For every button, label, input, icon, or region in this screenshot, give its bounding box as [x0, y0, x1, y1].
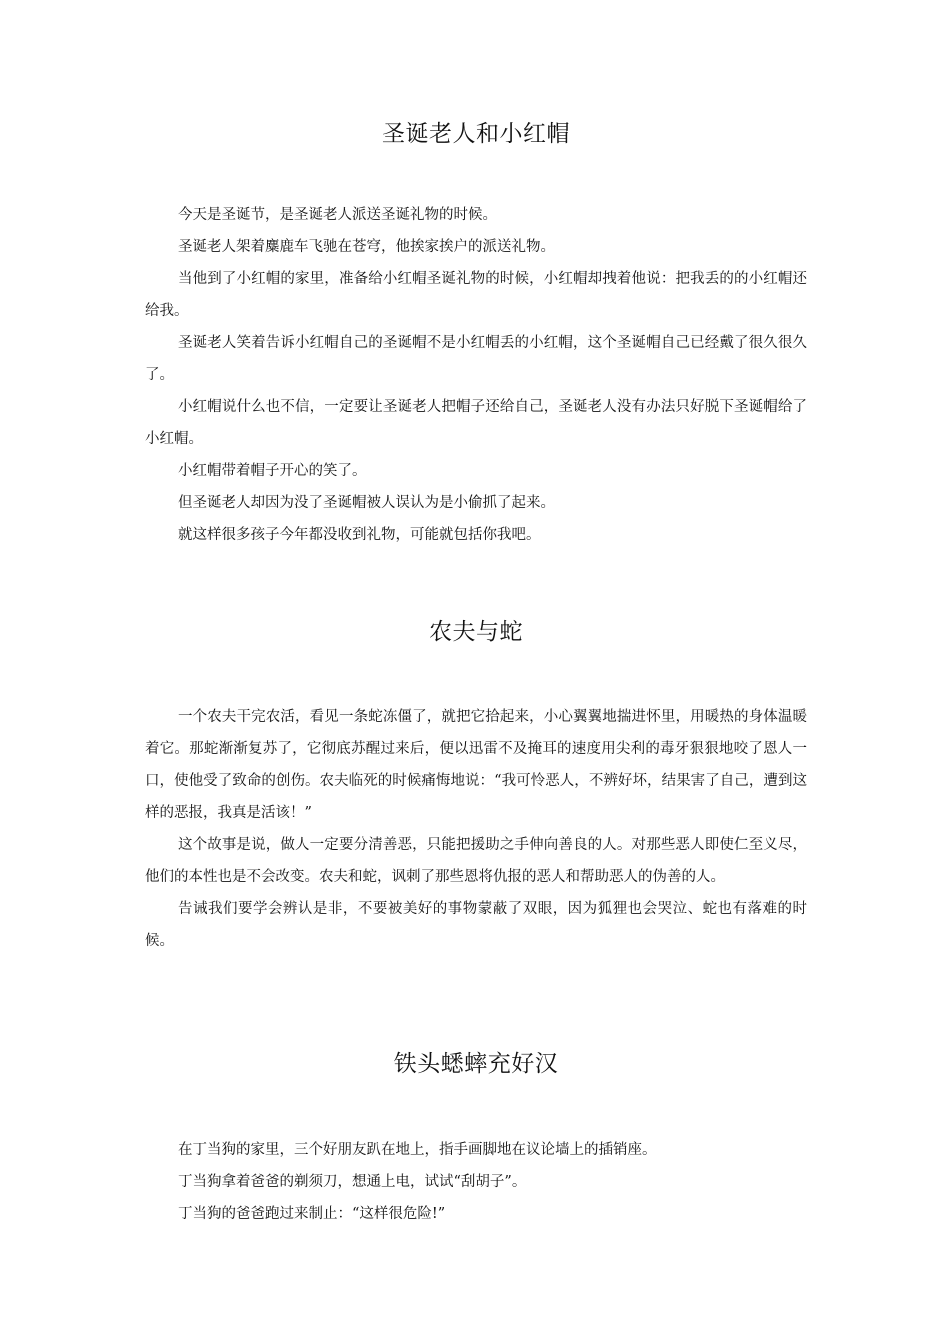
story-title: 圣诞老人和小红帽 — [382, 121, 570, 147]
paragraph: 当他到了小红帽的家里，准备给小红帽圣诞礼物的时候，小红帽却拽着他说：把我丢的的小红帽还给我。 — [145, 271, 807, 319]
paragraph: 今天是圣诞节，是圣诞老人派送圣诞礼物的时候。 — [178, 207, 497, 223]
paragraph: 这个故事是说，做人一定要分清善恶，只能把援助之手伸向善良的人。对那些恶人即使仁至义尽，他们的本性也是不会改变。农夫和蛇，讽刺了那些恩将仇报的恶人和帮助恶人的伪善的人。 — [145, 837, 807, 885]
story-title: 农夫与蛇 — [429, 619, 523, 645]
paragraph: 圣诞老人架着麋鹿车飞驰在苍穹，他挨家挨户的派送礼物。 — [178, 239, 555, 255]
paragraph: 就这样很多孩子今年都没收到礼物，可能就包括你我吧。 — [178, 527, 541, 543]
story-body — [145, 701, 807, 957]
paragraph: 圣诞老人笑着告诉小红帽自己的圣诞帽不是小红帽丢的小红帽，这个圣诞帽自己已经戴了很久很久了。 — [145, 335, 807, 383]
story-farmer-and-snake — [145, 617, 807, 957]
paragraph: 丁当狗的爸爸跑过来制止：“这样很危险!” — [178, 1206, 446, 1222]
story-body — [145, 1134, 807, 1230]
paragraph: 但圣诞老人却因为没了圣诞帽被人误认为是小偷抓了起来。 — [178, 495, 555, 511]
paragraph: 小红帽带着帽子开心的笑了。 — [178, 463, 367, 479]
paragraph: 在丁当狗的家里，三个好朋友趴在地上，指手画脚地在议论墙上的插销座。 — [178, 1142, 657, 1158]
paragraph: 一个农夫干完农活，看见一条蛇冻僵了，就把它拾起来，小心翼翼地揣进怀里，用暖热的身体温暖着它。那蛇渐渐复苏了，它彻底苏醒过来后，便以迅雷不及掩耳的速度用尖利的毒牙狠狠地咬了恩人一口，使他受了致命的创伤。农夫临死的时候痛悔地说：“我可怜恶人，不辨好坏，结果害了自己，遭到这样的恶报，我真是活该！” — [145, 709, 807, 821]
story-body — [145, 199, 807, 551]
story-iron-head-cricket — [145, 1049, 807, 1230]
story-santa-and-red-hood — [145, 119, 807, 551]
story-title: 铁头蟋蟀充好汉 — [393, 1051, 559, 1077]
paragraph: 告诫我们要学会辨认是非，不要被美好的事物蒙蔽了双眼，因为狐狸也会哭泣、蛇也有落难的时候。 — [145, 901, 807, 949]
paragraph: 丁当狗拿着爸爸的剃须刀，想通上电，试试“刮胡子”。 — [178, 1174, 527, 1190]
paragraph: 小红帽说什么也不信，一定要让圣诞老人把帽子还给自己，圣诞老人没有办法只好脱下圣诞帽给了小红帽。 — [145, 399, 807, 447]
